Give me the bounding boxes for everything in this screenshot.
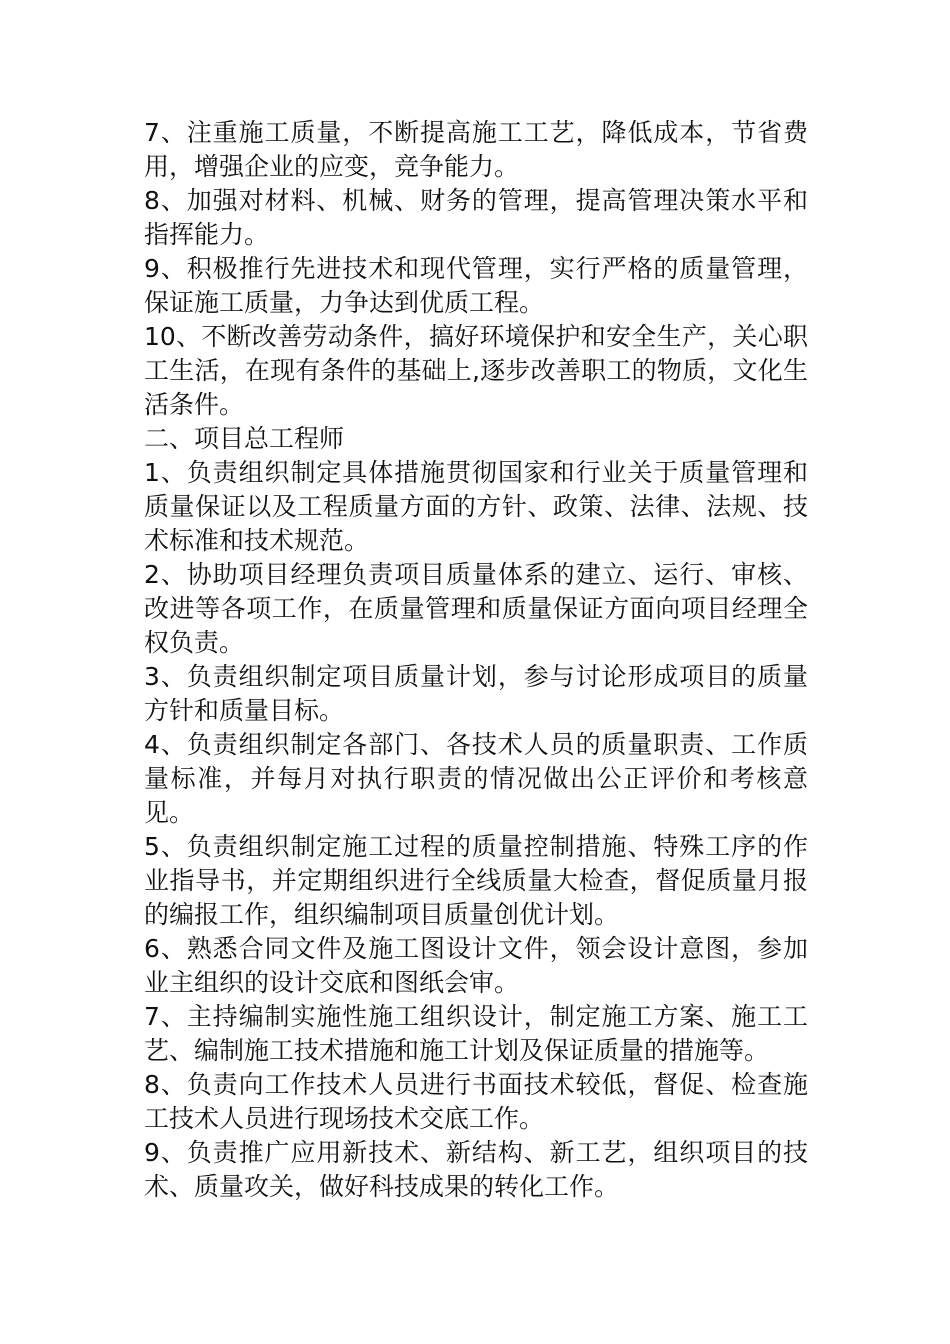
paragraph-item-6: 6、熟悉合同文件及施工图设计文件，领会设计意图，参加业主组织的设计交底和图纸会审。 bbox=[144, 934, 808, 997]
paragraph-item-9b: 9、负责推广应用新技术、新结构、新工艺，组织项目的技术、质量攻关，做好科技成果的转化工作。 bbox=[144, 1138, 808, 1201]
paragraph-item-1: 1、负责组织制定具体措施贯彻国家和行业关于质量管理和质量保证以及工程质量方面的方针、政策、法律、法规、技术标准和技术规范。 bbox=[144, 458, 808, 555]
paragraph-item-2: 2、协助项目经理负责项目质量体系的建立、运行、审核、改进等各项工作，在质量管理和质量保证方面向项目经理全权负责。 bbox=[144, 560, 808, 657]
paragraph-item-7: 7、注重施工质量，不断提高施工工艺，降低成本，节省费用，增强企业的应变，竞争能力。 bbox=[144, 118, 808, 181]
section-heading: 二、项目总工程师 bbox=[144, 424, 345, 453]
paragraph-item-3: 3、负责组织制定项目质量计划，参与讨论形成项目的质量方针和质量目标。 bbox=[144, 662, 808, 725]
paragraph-item-9: 9、积极推行先进技术和现代管理，实行严格的质量管理，保证施工质量，力争达到优质工程。 bbox=[144, 254, 808, 317]
paragraph-item-4: 4、负责组织制定各部门、各技术人员的质量职责、工作质量标准，并每月对执行职责的情况做出公正评价和考核意见。 bbox=[144, 730, 808, 827]
paragraph-item-5: 5、负责组织制定施工过程的质量控制措施、特殊工序的作业指导书，并定期组织进行全线质量大检查，督促质量月报的编报工作，组织编制项目质量创优计划。 bbox=[144, 832, 808, 929]
document-page bbox=[144, 116, 808, 1204]
paragraph-item-8b: 8、负责向工作技术人员进行书面技术较低，督促、检查施工技术人员进行现场技术交底工作。 bbox=[144, 1070, 808, 1133]
paragraph-item-8: 8、加强对材料、机械、财务的管理，提高管理决策水平和指挥能力。 bbox=[144, 186, 808, 249]
paragraph-item-10: 10、不断改善劳动条件，搞好环境保护和安全生产，关心职工生活，在现有条件的基础上,逐步改善职工的物质，文化生活条件。 bbox=[144, 322, 808, 419]
paragraph-item-7b: 7、主持编制实施性施工组织设计，制定施工方案、施工工艺、编制施工技术措施和施工计划及保证质量的措施等。 bbox=[144, 1002, 808, 1065]
